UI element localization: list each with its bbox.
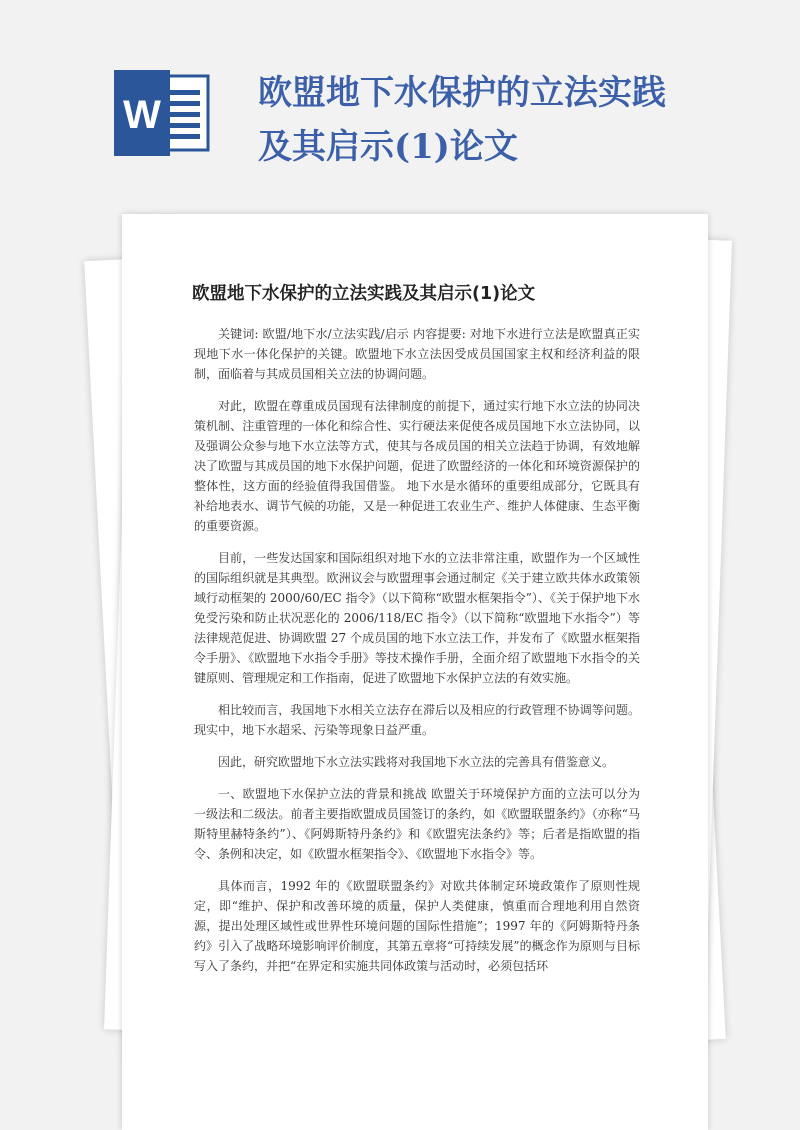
word-icon — [112, 70, 212, 156]
document-title: 欧盟地下水保护的立法实践及其启示(1)论文 — [192, 284, 536, 304]
word-logo-letter: W — [123, 93, 161, 137]
document-body — [194, 324, 640, 988]
paragraph: 因此，研究欧盟地下水立法实践将对我国地下水立法的完善具有借鉴意义。 — [218, 755, 615, 769]
paragraph: 一、欧盟地下水保护立法的背景和挑战 欧盟关于环境保护方面的立法可以分为一级法和二级法。前者主要指欧盟成员国签订的条约，如《欧盟联盟条约》（亦称“马斯特里赫特条约”）、《阿姆斯特丹条约》和《欧盟宪法条约》等；后者是指欧盟的指令、条例和决定，如《欧盟水框架指令》、《欧盟地下水指令》等。 — [194, 787, 640, 861]
document-page — [122, 214, 708, 1130]
paragraph: 相比较而言，我国地下水相关立法存在滞后以及相应的行政管理不协调等问题。现实中，地下水超采、污染等现象日益严重。 — [194, 703, 640, 737]
paragraph: 目前，一些发达国家和国际组织对地下水的立法非常注重，欧盟作为一个区域性的国际组织就是其典型。欧洲议会与欧盟理事会通过制定《关于建立欧共体水政策领域行动框架的 2000/60/EC 指令》（以下简称“欧盟水框架指令”）、《关于保护地下水免受污染和防止状况恶化的 2006/118/EC 指令》（以下简称“欧盟地下水指令”）等法律规范促进、协调欧盟 27 个成员国的地下水立法工作，并发布了《欧盟水框架指令手册》、《欧盟地下水指令手册》等技术操作手册，全面介绍了欧盟地下水指令的关键原则、管理规定和工作指南，促进了欧盟地下水保护立法的有效实施。 — [194, 551, 640, 685]
paragraph: 对此，欧盟在尊重成员国现有法律制度的前提下，通过实行地下水立法的协同决策机制、注重管理的一体化和综合性、实行硬法来促使各成员国地下水立法协同，以及强调公众参与地下水立法等方式，使其与各成员国的相关立法趋于协调，有效地解决了欧盟与其成员国的地下水保护问题，促进了欧盟经济的一体化和环境资源保护的整体性，这方面的经验值得我国借鉴。 地下水是水循环的重要组成部分，它既具有补给地表水、调节气候的功能，又是一种促进工农业生产、维护人体健康、生态平衡的重要资源。 — [194, 399, 640, 533]
header-title: 欧盟地下水保护的立法实践及其启示(1)论文 — [258, 73, 666, 167]
paragraph: 关键词: 欧盟/地下水/立法实践/启示 内容提要: 对地下水进行立法是欧盟真正实现地下水一体化保护的关键。欧盟地下水立法因受成员国国家主权和经济利益的限制，面临着与其成员国相关立法的协调问题。 — [194, 327, 640, 381]
paragraph: 具体而言，1992 年的《欧盟联盟条约》对欧共体制定环境政策作了原则性规定，即“维护、保护和改善环境的质量，保护人类健康，慎重而合理地利用自然资源，提出处理区域性或世界性环境问题的国际性措施”；1997 年的《阿姆斯特丹条约》引入了战略环境影响评价制度，其第五章将“可持续发展”的概念作为原则与目标写入了条约，并把“在界定和实施共同体政策与活动时，必须包括环 — [194, 879, 640, 973]
